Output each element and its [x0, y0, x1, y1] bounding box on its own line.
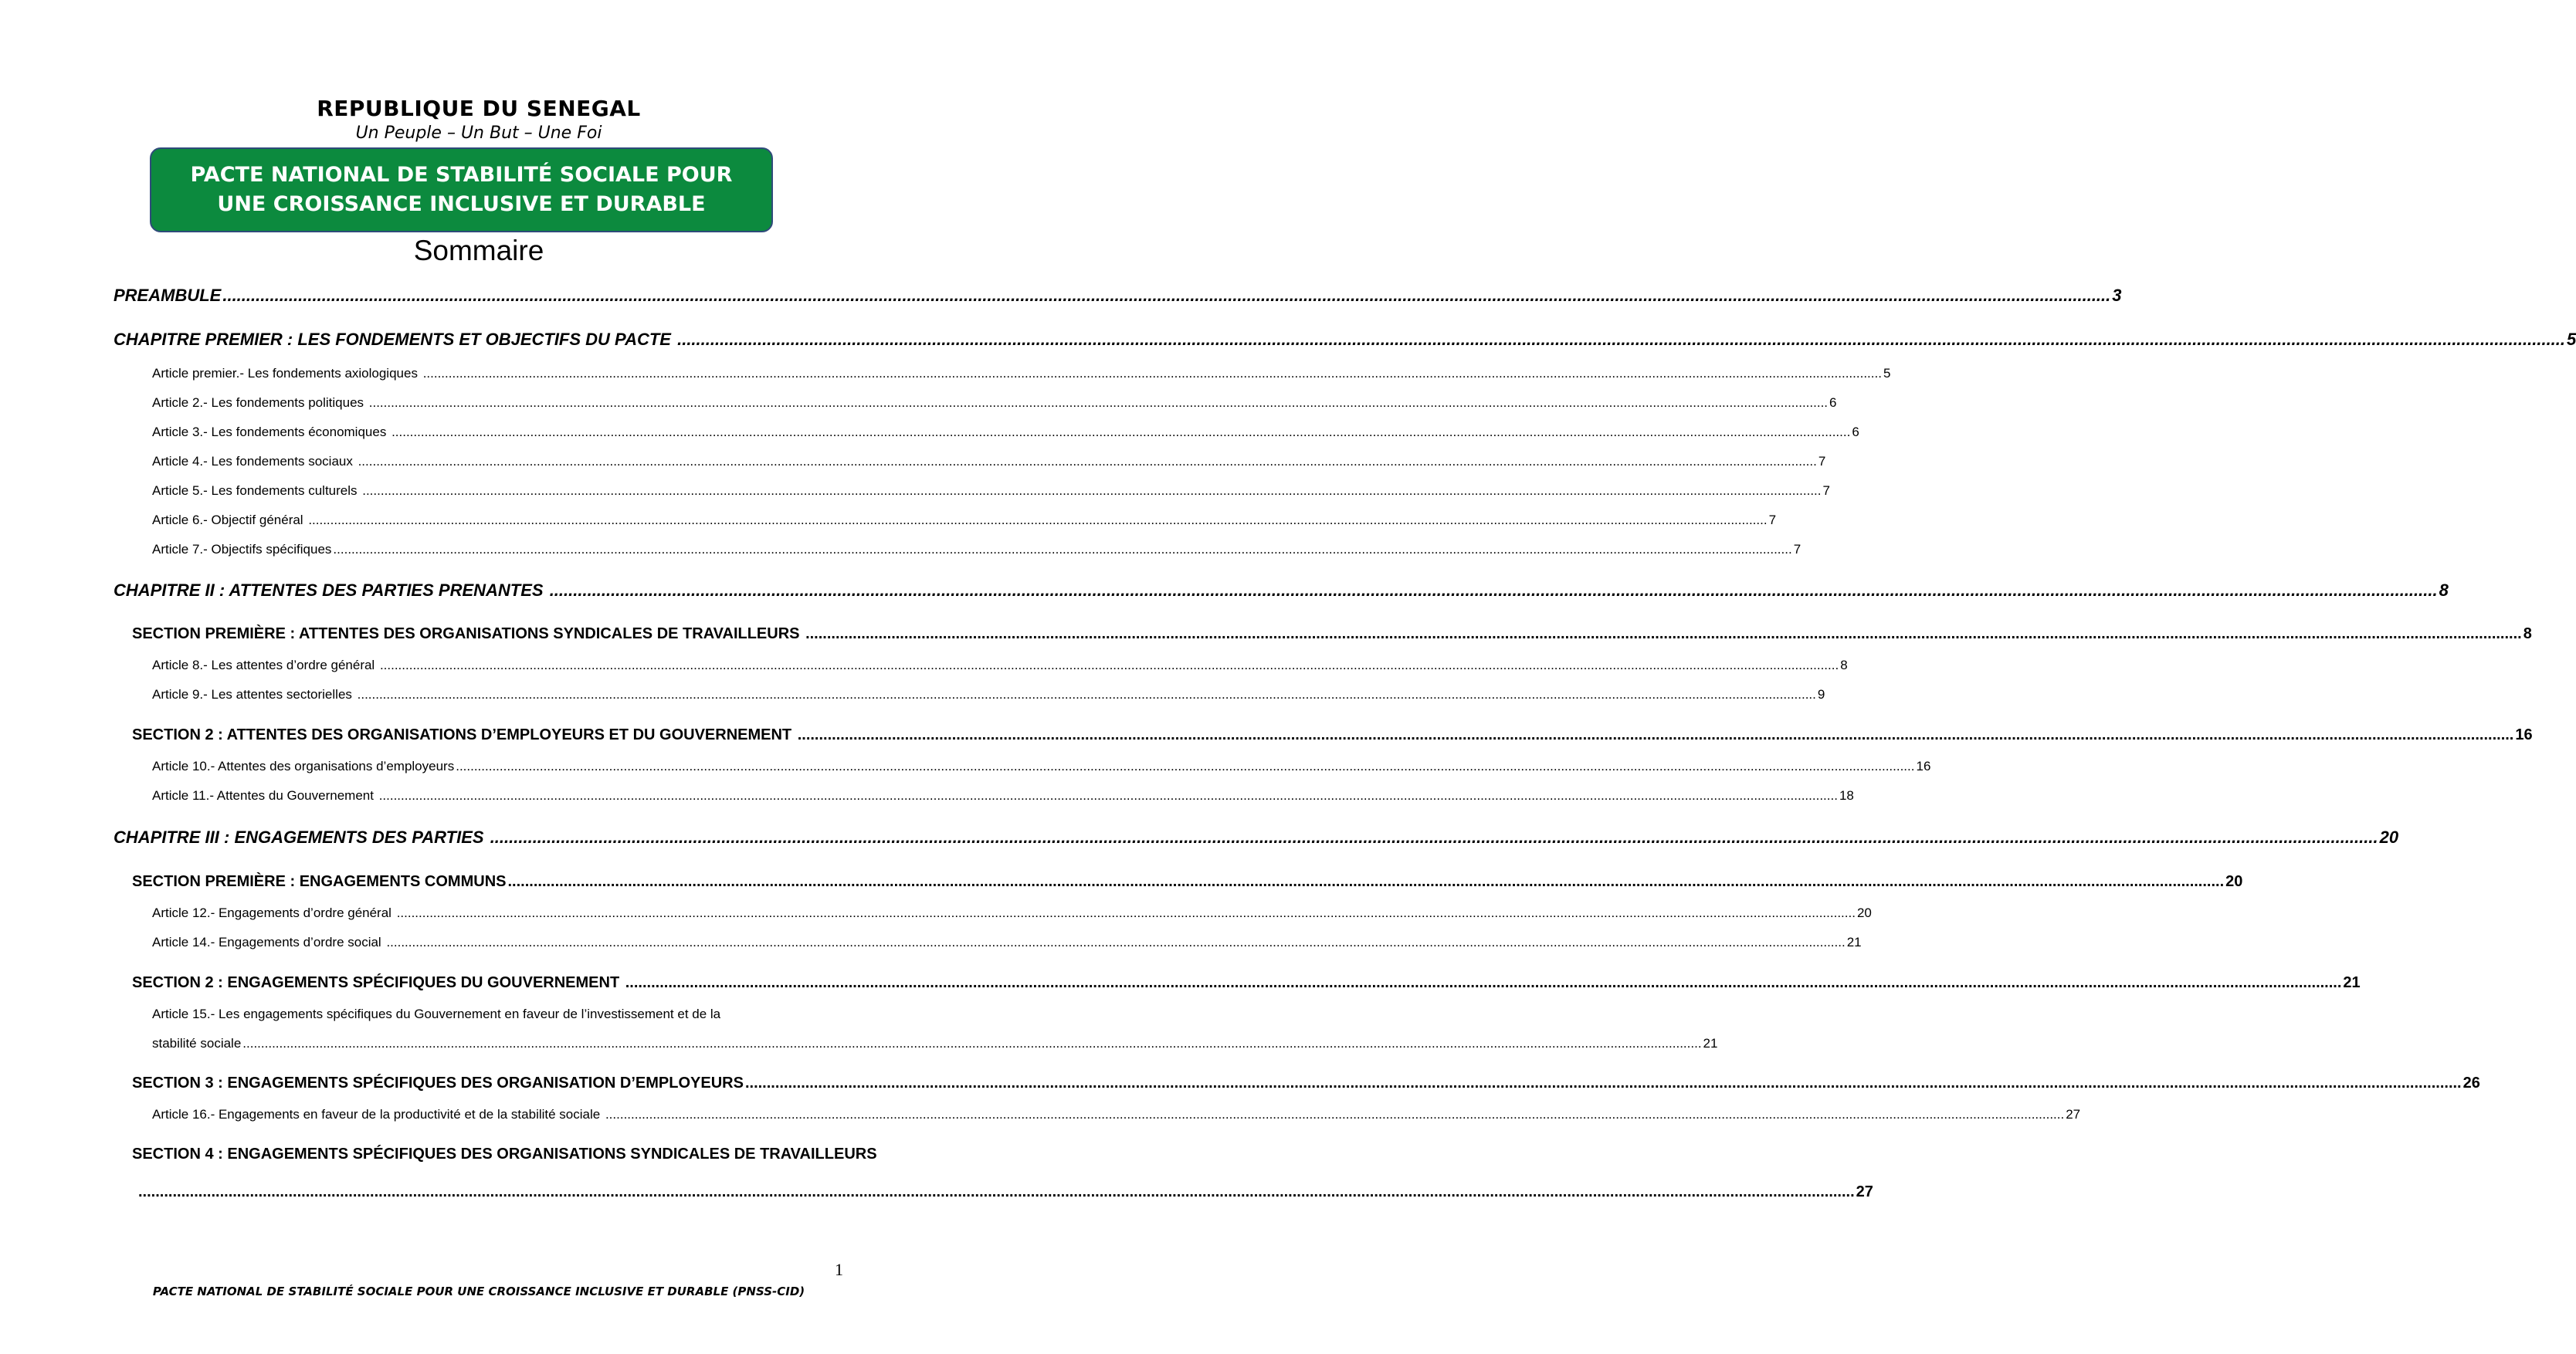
toc-dot-leader: ................................................................................................................................................................................................................................................................................................................................................................................................................ — [358, 454, 1817, 469]
toc-page-number: 16 — [2515, 726, 2533, 743]
toc-dot-leader: ................................................................................................................................................................................................................................................................................................................................................................................................................ — [391, 425, 1851, 439]
toc-dot-leader: ................................................................................................................................................................................................................................................................................................................................................................................................................ — [357, 687, 1816, 702]
toc-entry-label: Article 11.- Attentes du Gouvernement — [152, 788, 378, 803]
toc-page-number: 21 — [2343, 974, 2361, 991]
toc-entry-label: SECTION PREMIÈRE : ENGAGEMENTS COMMUNS — [132, 873, 507, 890]
toc-article-entry[interactable] — [152, 788, 1854, 804]
toc-entry-label: Article 4.- Les fondements sociaux — [152, 454, 357, 469]
toc-dot-leader: ................................................................................................................................................................................................................................................................................................................................................................................................................ — [378, 788, 1838, 803]
toc-article-entry[interactable] — [152, 395, 1837, 411]
toc-page-number: 21 — [1703, 1036, 1718, 1051]
toc-dot-leader: ................................................................................................................................................................................................................................................................................................................................................................................................................ — [222, 286, 2111, 305]
toc-page-number: 27 — [2066, 1107, 2081, 1122]
toc-dot-leader: ................................................................................................................................................................................................................................................................................................................................................................................................................ — [744, 1075, 2462, 1092]
toc-page-number: 6 — [1829, 395, 1837, 410]
toc-article-entry[interactable] — [152, 759, 1931, 774]
toc-dot-leader: ................................................................................................................................................................................................................................................................................................................................................................................................................ — [422, 366, 1882, 381]
toc-entry-label: Article 14.- Engagements d’ordre social — [152, 935, 385, 949]
toc-dot-leader: ................................................................................................................................................................................................................................................................................................................................................................................................................ — [379, 658, 1839, 672]
toc-entry-label: Article premier.- Les fondements axiologiques — [152, 366, 422, 381]
toc-article-entry[interactable] — [152, 905, 1872, 921]
toc-article-entry[interactable] — [152, 483, 1830, 499]
toc-page-number: 7 — [1793, 542, 1802, 557]
toc-entry-label: CHAPITRE PREMIER : LES FONDEMENTS ET OBJECTIFS DU PACTE — [114, 330, 676, 349]
toc-entry-label: Article 9.- Les attentes sectorielles — [152, 687, 356, 702]
page-number: 1 — [835, 1260, 843, 1279]
toc-entry-label: Article 7.- Objectifs spécifiques — [152, 542, 332, 557]
toc-entry-label: Article 8.- Les attentes d’ordre général — [152, 658, 378, 672]
toc-dot-leader: ................................................................................................................................................................................................................................................................................................................................................................................................................ — [242, 1036, 1702, 1051]
toc-dot-leader: ................................................................................................................................................................................................................................................................................................................................................................................................................ — [677, 330, 2566, 349]
toc-page-number: 5 — [1883, 366, 1891, 381]
toc-page-number: 9 — [1817, 687, 1825, 702]
toc-article-entry-first-line[interactable]: Article 15.- Les engagements spécifiques du Gouvernement en faveur de l’investissement et de la — [152, 1007, 721, 1021]
table-of-contents-heading: Sommaire — [413, 235, 544, 266]
toc-article-entry[interactable] — [152, 935, 1862, 950]
toc-article-entry[interactable] — [152, 513, 1777, 528]
toc-dot-leader: ................................................................................................................................................................................................................................................................................................................................................................................................................ — [805, 625, 2522, 642]
national-motto: Un Peuple – Un But – Une Foi — [355, 124, 602, 143]
toc-page-number: 7 — [1768, 513, 1777, 527]
document-title-line-1: PACTE NATIONAL DE STABILITÉ SOCIALE POUR — [190, 163, 733, 187]
toc-page-number: 20 — [1856, 905, 1872, 920]
toc-entry-label: SECTION 2 : ATTENTES DES ORGANISATIONS D’EMPLOYEURS ET DU GOUVERNEMENT — [132, 726, 796, 743]
toc-page-number: 20 — [2225, 873, 2243, 890]
document-title-box — [150, 147, 773, 232]
toc-entry-label: Article 5.- Les fondements culturels — [152, 483, 361, 498]
toc-page-number: 3 — [2112, 286, 2122, 305]
toc-page-number: 7 — [1822, 483, 1830, 498]
page-footer: PACTE NATIONAL DE STABILITÉ SOCIALE POUR UNE CROISSANCE INCLUSIVE ET DURABLE (PNSS-CID) — [152, 1285, 805, 1298]
toc-article-entry[interactable] — [152, 366, 1891, 381]
toc-dot-leader: ................................................................................................................................................................................................................................................................................................................................................................................................................ — [362, 483, 1822, 498]
toc-entry-label: stabilité sociale — [152, 1036, 242, 1051]
toc-entry-label: Article 10.- Attentes des organisations d’employeurs — [152, 759, 455, 773]
toc-entry-label: Article 16.- Engagements en faveur de la productivité et de la stabilité sociale — [152, 1107, 604, 1122]
toc-section-entry-first-line[interactable]: SECTION 4 : ENGAGEMENTS SPÉCIFIQUES DES ORGANISATIONS SYNDICALES DE TRAVAILLEURS — [132, 1146, 877, 1163]
toc-entry-label: CHAPITRE III : ENGAGEMENTS DES PARTIES — [114, 828, 489, 847]
toc-dot-leader: ................................................................................................................................................................................................................................................................................................................................................................................................................ — [605, 1107, 2065, 1122]
toc-chapter-entry[interactable] — [114, 330, 2576, 350]
toc-section-entry[interactable] — [137, 1183, 1873, 1201]
document-title-line-2: UNE CROISSANCE INCLUSIVE ET DURABLE — [217, 192, 706, 216]
toc-dot-leader: ................................................................................................................................................................................................................................................................................................................................................................................................................ — [625, 974, 2342, 991]
toc-page-number: 16 — [1916, 759, 1931, 773]
country-heading: REPUBLIQUE DU SENEGAL — [317, 96, 641, 121]
toc-dot-leader: ................................................................................................................................................................................................................................................................................................................................................................................................................ — [396, 905, 1856, 920]
toc-entry-label: SECTION 3 : ENGAGEMENTS SPÉCIFIQUES DES ORGANISATION D’EMPLOYEURS — [132, 1075, 744, 1092]
toc-entry-label: SECTION PREMIÈRE : ATTENTES DES ORGANISATIONS SYNDICALES DE TRAVAILLEURS — [132, 625, 805, 642]
toc-page-number: 8 — [1840, 658, 1848, 672]
toc-page-number: 21 — [1846, 935, 1862, 949]
toc-page-number: 7 — [1818, 454, 1826, 469]
toc-chapter-entry[interactable] — [114, 581, 2449, 601]
toc-article-entry[interactable] — [152, 1036, 1718, 1051]
toc-page-number: 18 — [1839, 788, 1854, 803]
toc-entry-label: Article 12.- Engagements d’ordre général — [152, 905, 395, 920]
toc-dot-leader: ................................................................................................................................................................................................................................................................................................................................................................................................................ — [386, 935, 1846, 949]
toc-dot-leader: ................................................................................................................................................................................................................................................................................................................................................................................................................ — [138, 1183, 1855, 1200]
toc-section-entry[interactable] — [132, 974, 2361, 992]
toc-section-entry[interactable] — [132, 625, 2532, 643]
toc-dot-leader: ................................................................................................................................................................................................................................................................................................................................................................................................................ — [490, 828, 2378, 847]
toc-section-entry[interactable] — [132, 1075, 2480, 1092]
toc-entry-label: Article 6.- Objectif général — [152, 513, 307, 527]
toc-page-number: 20 — [2379, 828, 2399, 847]
toc-page-number: 5 — [2567, 330, 2576, 349]
toc-page-number: 26 — [2462, 1075, 2480, 1092]
toc-page-number: 8 — [2523, 625, 2532, 642]
toc-article-entry[interactable] — [152, 425, 1859, 440]
toc-entry-label: Article 2.- Les fondements politiques — [152, 395, 368, 410]
toc-page-number: 8 — [2439, 581, 2449, 600]
toc-article-entry[interactable] — [152, 1107, 2081, 1122]
toc-entry-label: CHAPITRE II : ATTENTES DES PARTIES PRENANTES — [114, 581, 548, 600]
toc-dot-leader: ................................................................................................................................................................................................................................................................................................................................................................................................................ — [333, 542, 1792, 557]
toc-section-entry[interactable] — [132, 726, 2533, 744]
toc-article-entry[interactable] — [152, 687, 1825, 702]
toc-chapter-entry[interactable] — [114, 286, 2122, 306]
toc-dot-leader: ................................................................................................................................................................................................................................................................................................................................................................................................................ — [549, 581, 2438, 600]
toc-page-number: 27 — [1856, 1183, 1873, 1200]
toc-section-entry[interactable] — [132, 873, 2243, 891]
toc-dot-leader: ................................................................................................................................................................................................................................................................................................................................................................................................................ — [456, 759, 1915, 773]
toc-dot-leader: ................................................................................................................................................................................................................................................................................................................................................................................................................ — [507, 873, 2225, 890]
toc-dot-leader: ................................................................................................................................................................................................................................................................................................................................................................................................................ — [797, 726, 2514, 743]
toc-article-entry[interactable] — [152, 454, 1826, 469]
toc-chapter-entry[interactable] — [114, 828, 2399, 848]
toc-dot-leader: ................................................................................................................................................................................................................................................................................................................................................................................................................ — [308, 513, 1768, 527]
toc-page-number: 6 — [1852, 425, 1859, 439]
toc-dot-leader: ................................................................................................................................................................................................................................................................................................................................................................................................................ — [368, 395, 1829, 410]
toc-entry-label: PREAMBULE — [114, 286, 222, 305]
toc-article-entry[interactable] — [152, 658, 1848, 673]
toc-entry-label: Article 3.- Les fondements économiques — [152, 425, 391, 439]
toc-entry-label: SECTION 2 : ENGAGEMENTS SPÉCIFIQUES DU GOUVERNEMENT — [132, 974, 624, 991]
toc-article-entry[interactable] — [152, 542, 1802, 557]
